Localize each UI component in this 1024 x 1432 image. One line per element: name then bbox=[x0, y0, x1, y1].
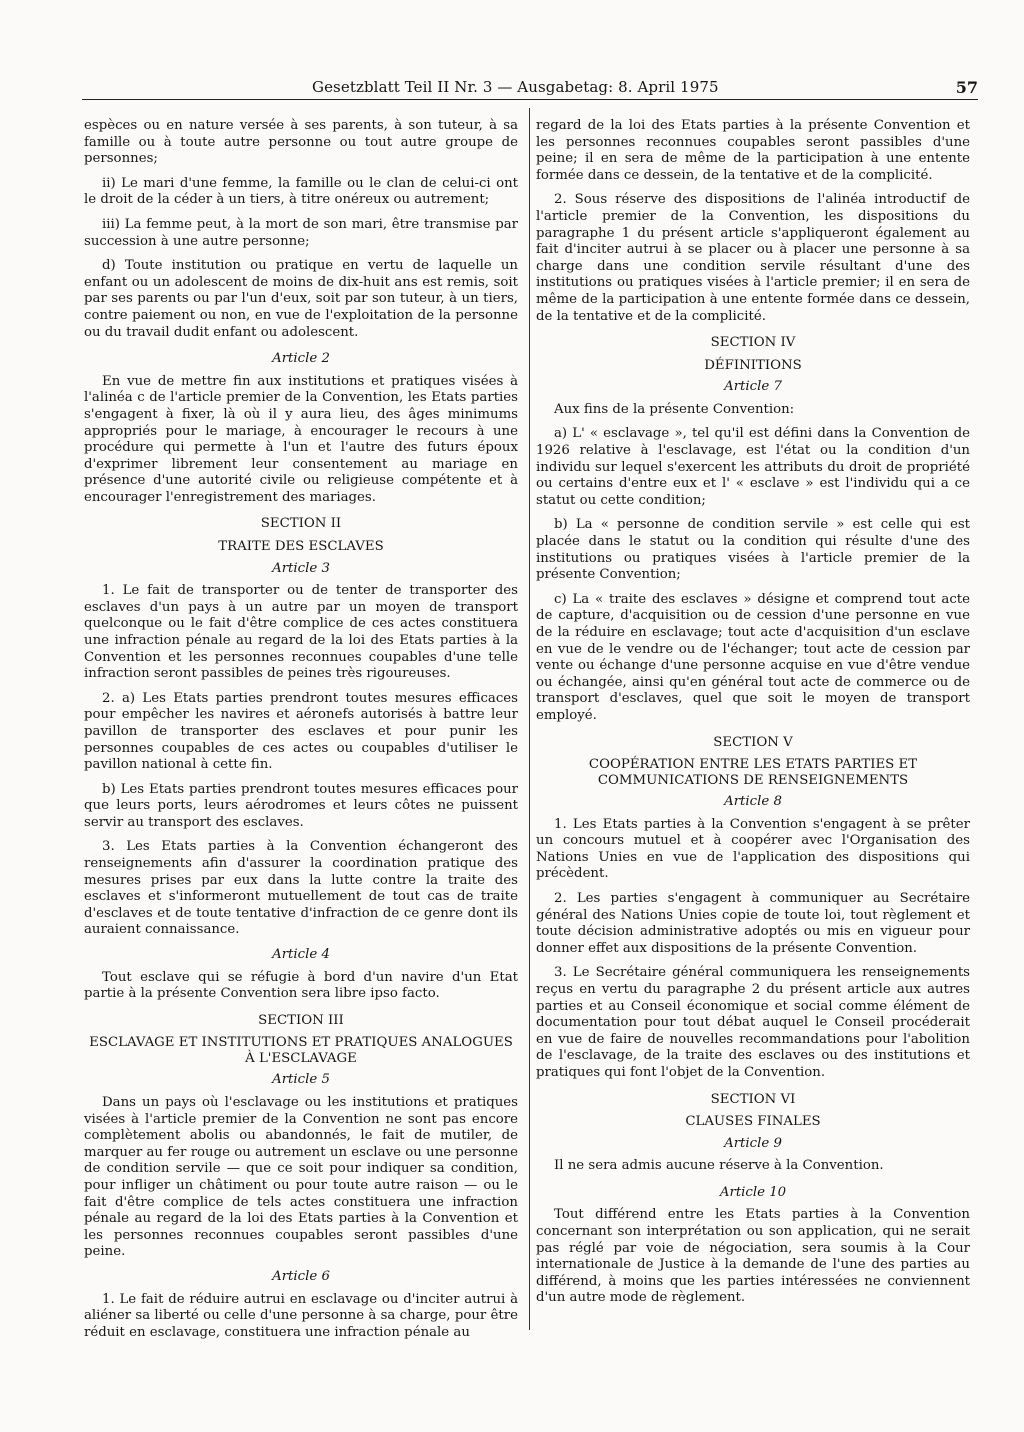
paragraph: b) Les Etats parties prendront toutes mesures efficaces pour que leurs ports, leurs aérodromes et leurs côtes ne puissent servir au transport des esclaves. bbox=[84, 781, 518, 830]
page-number: 57 bbox=[955, 78, 978, 97]
section-label: SECTION IV bbox=[710, 335, 796, 351]
section-label: SECTION V bbox=[713, 734, 793, 750]
paragraph: regard de la loi des Etats parties à la présente Convention et les personnes reconnues coupables seront passibles d'une peine; il en sera de même de la participation à une entente formée dans ce dessein, de la tentative et de la complicité. bbox=[536, 118, 970, 183]
header-rule bbox=[82, 99, 978, 100]
section-label: SECTION III bbox=[258, 1012, 344, 1028]
paragraph: c) La « traite des esclaves » désigne et comprend tout acte de capture, d'acquisition ou de cession d'une personne en vue de la réduire en esclavage; tout acte d'acquisition d'un esclave en vue de le vendre ou de l'échanger; tout acte de cession par vente ou échange d'une personne acquise en vue d'être vendue ou échangée, ainsi qu'en général tout acte de commerce ou de transport d'esclaves, quel que soit le moyen de transport employé. bbox=[536, 591, 970, 723]
paragraph: 2. Sous réserve des dispositions de l'alinéa introductif de l'article premier de la Convention, les dispositions du paragraphe 1 du présent article s'appliqueront également au fait d'inciter autrui à se placer ou à placer une personne à sa charge dans une condition servile résultant d'une des institutions ou pratiques visées à l'article premier; il en sera de même de la participation à une entente formée dans ce dessein, de la tentative et de la complicité. bbox=[536, 192, 970, 324]
article-heading: Article 2 bbox=[272, 351, 330, 367]
section-title: COOPÉRATION ENTRE LES ETATS PARTIES ET COMMUNICATIONS DE RENSEIGNEMENTS bbox=[588, 757, 918, 788]
article-heading: Article 10 bbox=[719, 1184, 787, 1200]
article-heading: Article 5 bbox=[272, 1072, 330, 1088]
article-heading: Article 3 bbox=[272, 560, 330, 576]
paragraph: d) Toute institution ou pratique en vertu de laquelle un enfant ou un adolescent de moins de dix-huit ans est remis, soit par ses parents ou par l'un d'eux, soit par son tuteur, à un tiers, contre paiement ou non, en vue de l'exploitation de la personne ou du travail dudit enfant ou adolescent. bbox=[84, 258, 518, 340]
article-heading: Article 7 bbox=[724, 379, 782, 395]
gazette-title: Gesetzblatt Teil II Nr. 3 — Ausgabetag: 8. April 1975 bbox=[312, 78, 719, 96]
paragraph: ii) Le mari d'une femme, la famille ou le clan de celui-ci ont le droit de la céder à un tiers, à titre onéreux ou autrement; bbox=[84, 175, 518, 208]
article-heading: Article 8 bbox=[724, 794, 782, 810]
paragraph: 2. Les parties s'engagent à communiquer au Secrétaire général des Nations Unies copie de toute loi, tout règlement et toute décision administrative adoptés ou mis en vigueur pour donner effet aux dispositions de la présente Convention. bbox=[536, 891, 970, 956]
paragraph: Tout esclave qui se réfugie à bord d'un navire d'un Etat partie à la présente Convention sera libre ipso facto. bbox=[84, 969, 518, 1002]
page-header bbox=[82, 78, 978, 98]
paragraph: 1. Le fait de réduire autrui en esclavage ou d'inciter autrui à aliéner sa liberté ou celle d'une personne à sa charge, pour être réduit en esclavage, constituera une infraction pénale au bbox=[84, 1291, 518, 1340]
paragraph: Dans un pays où l'esclavage ou les institutions et pratiques visées à l'article premier de la Convention ne sont pas encore complètement abolis ou abandonnés, le fait de mutiler, de marquer au fer rouge ou autrement un esclave ou une personne de condition servile — que ce soit pour indiquer sa condition, pour infliger un châtiment ou pour toute autre raison — ou le fait d'être complice de tels actes constituera une infraction pénale au regard de la loi des Etats parties à la Convention et les personnes reconnues coupables seront passibles d'une peine. bbox=[84, 1095, 518, 1260]
paragraph: Aux fins de la présente Convention: bbox=[554, 401, 795, 417]
section-label: SECTION VI bbox=[710, 1091, 796, 1107]
paragraph: a) L' « esclavage », tel qu'il est défini dans la Convention de 1926 relative à l'esclavage, est l'état ou la condition d'un individu sur lequel s'exercent les attributs du droit de propriété ou certains d'entre eux et l' « esclave » est l'individu qui a ce statut ou cette condition; bbox=[536, 426, 970, 508]
paragraph: Il ne sera admis aucune réserve à la Convention. bbox=[554, 1158, 884, 1174]
paragraph: b) La « personne de condition servile » est celle qui est placée dans le statut ou la condition qui résulte d'une des institutions ou pratiques visées à l'article premier de la présente Convention; bbox=[536, 517, 970, 583]
paragraph: 3. Le Secrétaire général communiquera les renseignements reçus en vertu du paragraphe 2 du présent article aux autres parties et au Conseil économique et social comme élément de documentation pour tout débat auquel le Conseil procéderait en vue de faire de nouvelles recommandations pour l'abolition de l'esclavage, de la traite des esclaves ou des institutions et pratiques qui font l'objet de la Convention. bbox=[536, 965, 970, 1080]
section-title: TRAITE DES ESCLAVES bbox=[218, 539, 384, 555]
article-heading: Article 4 bbox=[272, 947, 330, 963]
right-column bbox=[536, 118, 970, 1315]
section-title: DÉFINITIONS bbox=[704, 357, 802, 373]
paragraph: 2. a) Les Etats parties prendront toutes mesures efficaces pour empêcher les navires et aéronefs autorisés à battre leur pavillon de transporter des esclaves et pour punir les personnes coupables de ces actes ou coupables d'utiliser le pavillon national à cette fin. bbox=[84, 690, 518, 773]
column-divider bbox=[529, 108, 530, 1330]
section-title: CLAUSES FINALES bbox=[685, 1114, 821, 1130]
paragraph: espèces ou en nature versée à ses parents, à son tuteur, à sa famille ou à toute autre personne ou tout autre groupe de personnes; bbox=[84, 118, 518, 167]
paragraph: iii) La femme peut, à la mort de son mari, être transmise par succession à une autre personne; bbox=[84, 216, 518, 249]
article-heading: Article 6 bbox=[272, 1268, 330, 1284]
paragraph: En vue de mettre fin aux institutions et pratiques visées à l'alinéa c de l'article premier de la Convention, les Etats parties s'engagent à fixer, là où il y aura lieu, des âges minimums appropriés pour le mariage, à encourager le recours à une procédure qui permette à l'un et l'autre des futurs époux d'exprimer librement leur consentement au mariage en présence d'une autorité civile ou religieuse compétente et à encourager l'enregistrement des mariages. bbox=[84, 373, 518, 505]
section-title: ESCLAVAGE ET INSTITUTIONS ET PRATIQUES ANALOGUES À L'ESCLAVAGE bbox=[89, 1035, 513, 1066]
paragraph: 3. Les Etats parties à la Convention échangeront des renseignements afin d'assurer la coordination pratique des mesures prises par eux dans la lutte contre la traite des esclaves et s'informeront mutuellement de tout cas de traite d'esclaves et de toute tentative d'infraction de ce genre dont ils auraient connaissance. bbox=[84, 839, 518, 938]
left-column bbox=[84, 118, 518, 1349]
paragraph: 1. Les Etats parties à la Convention s'engagent à se prêter un concours mutuel et à coopérer avec l'Organisation des Nations Unies en vue de l'application des dispositions qui précèdent. bbox=[536, 816, 970, 882]
article-heading: Article 9 bbox=[724, 1135, 782, 1151]
section-label: SECTION II bbox=[260, 516, 342, 532]
paragraph: Tout différend entre les Etats parties à la Convention concernant son interprétation ou son application, qui ne serait pas réglé par voie de négociation, sera soumis à la Cour internationale de Justice à la demande de l'une des parties au différend, à moins que les parties intéressées ne conviennent d'un autre mode de règlement. bbox=[536, 1207, 970, 1306]
paragraph: 1. Le fait de transporter ou de tenter de transporter des esclaves d'un pays à un autre par un moyen de transport quelconque ou le fait d'être complice de ces actes constituera une infraction pénale au regard de la loi des Etats parties à la Convention et les personnes reconnues coupables d'une telle infraction seront passibles de peines très rigoureuses. bbox=[84, 583, 518, 682]
